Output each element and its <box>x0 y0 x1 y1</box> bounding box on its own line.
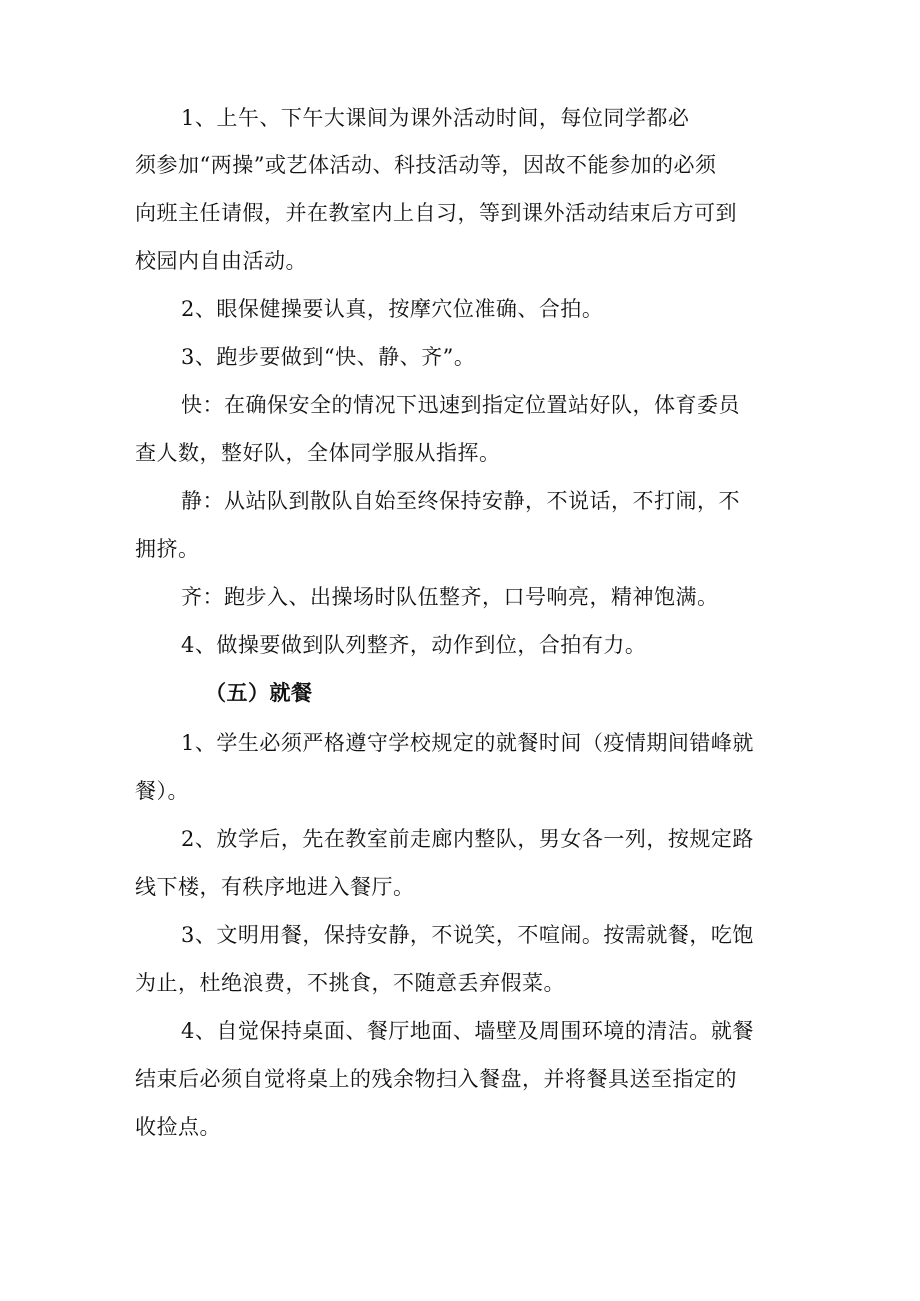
meal-paragraph-2-line-2: 线下楼，有秩序地进入餐厅。 <box>135 875 415 899</box>
paragraph-1-line-3: 向班主任请假，并在教室内上自习，等到课外活动结束后方可到 <box>135 201 737 225</box>
paragraph-2: 2、眼保健操要认真，按摩穴位准确、合拍。 <box>181 297 604 321</box>
meal-paragraph-4-line-1: 4、自觉保持桌面、餐厅地面、墙壁及周围环境的清洁。就餐 <box>181 1019 754 1043</box>
paragraph-1-line-2: 须参加“两操”或艺体活动、科技活动等，因故不能参加的必须 <box>135 153 717 177</box>
paragraph-4: 4、做操要做到队列整齐，动作到位，合拍有力。 <box>181 633 647 657</box>
meal-paragraph-3-line-1: 3、文明用餐，保持安静，不说笑，不喧闹。按需就餐，吃饱 <box>181 923 754 947</box>
paragraph-kuai-line-2: 查人数，整好队，全体同学服从指挥。 <box>135 441 501 465</box>
paragraph-3: 3、跑步要做到“快、静、齐”。 <box>181 345 476 369</box>
paragraph-1-line-1: 1、上午、下午大课间为课外活动时间，每位同学都必 <box>181 106 690 130</box>
meal-paragraph-1-line-1: 1、学生必须严格遵守学校规定的就餐时间（疫情期间错峰就 <box>181 731 754 755</box>
meal-paragraph-4-line-3: 收捡点。 <box>135 1115 221 1139</box>
paragraph-jing-line-2: 拥挤。 <box>135 537 200 561</box>
paragraph-kuai-line-1: 快：在确保安全的情况下迅速到指定位置站好队，体育委员 <box>181 393 740 417</box>
meal-paragraph-2-line-1: 2、放学后，先在教室前走廊内整队，男女各一列，按规定路 <box>181 827 754 851</box>
paragraph-jing-line-1: 静：从站队到散队自始至终保持安静，不说话，不打闹，不 <box>181 489 740 513</box>
meal-paragraph-1-line-2: 餐）。 <box>135 779 189 803</box>
meal-paragraph-4-line-2: 结束后必须自觉将桌上的残余物扫入餐盘，并将餐具送至指定的 <box>135 1067 737 1091</box>
section-heading: （五）就餐 <box>205 681 313 705</box>
paragraph-1-line-4: 校园内自由活动。 <box>135 249 307 273</box>
meal-paragraph-3-line-2: 为止，杜绝浪费，不挑食，不随意丢弃假菜。 <box>135 971 565 995</box>
paragraph-qi: 齐：跑步入、出操场时队伍整齐，口号响亮，精神饱满。 <box>181 585 719 609</box>
